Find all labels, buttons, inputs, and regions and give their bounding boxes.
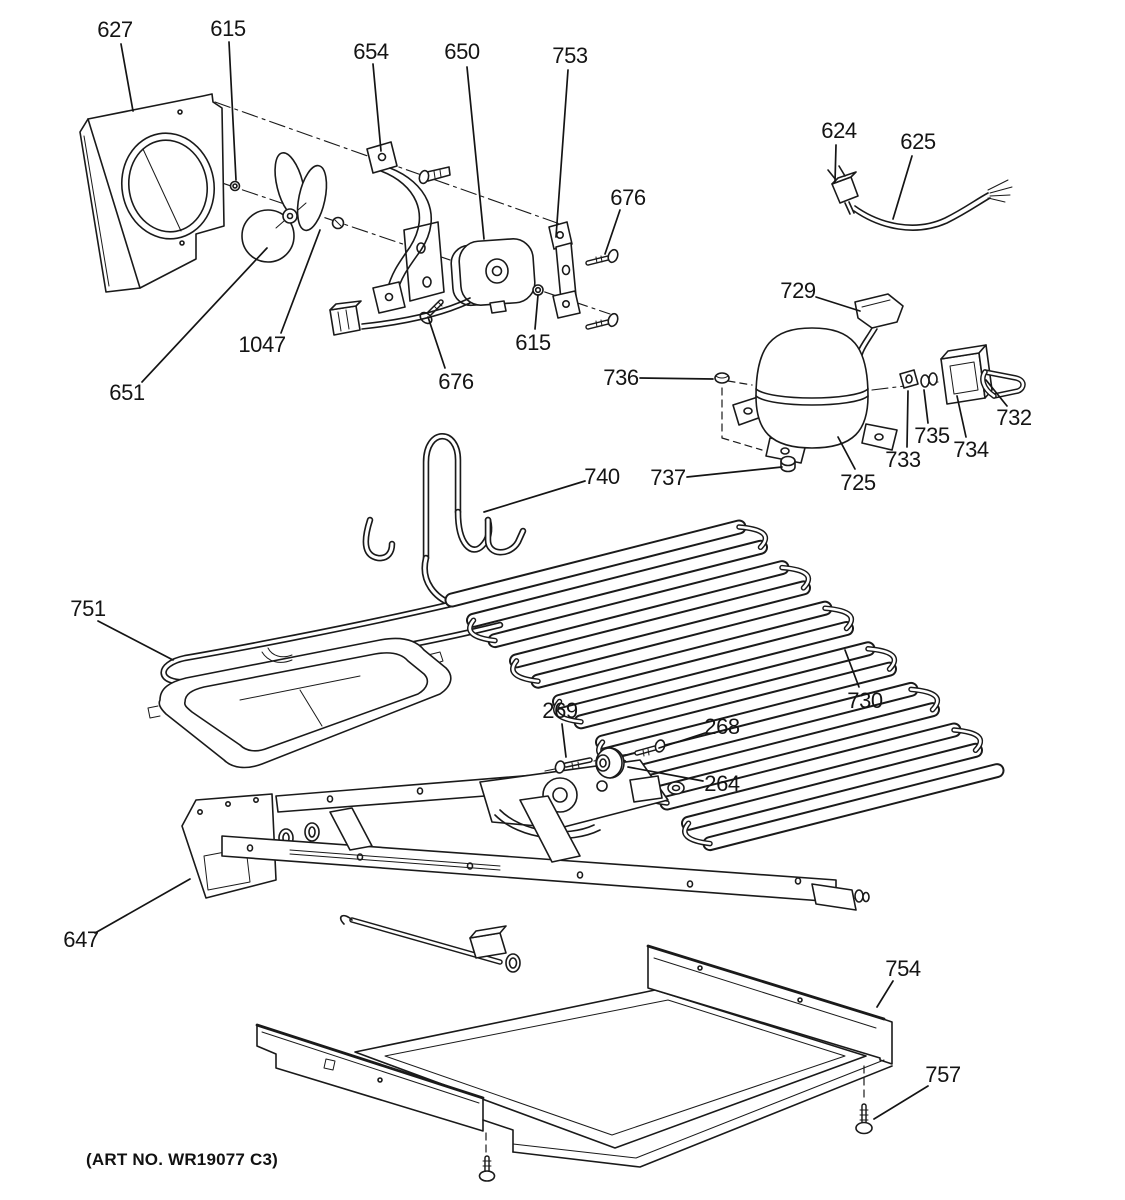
leader-735	[924, 390, 928, 423]
callout-757-screw: 757	[925, 1062, 961, 1087]
callout-615-nut: 615	[515, 330, 551, 355]
callout-627-fan-shroud: 627	[97, 17, 133, 42]
leader-757	[874, 1086, 928, 1119]
callout-732-wire-clip: 732	[996, 405, 1032, 430]
leader-676	[428, 317, 445, 368]
art-number-text: (ART NO. WR19077 C3)	[86, 1150, 278, 1169]
callout-264-roller: 264	[704, 771, 740, 796]
leader-751	[98, 621, 173, 660]
callout-730-condenser-coil: 730	[847, 688, 883, 713]
leader-754	[877, 981, 893, 1007]
motor-strap-654	[367, 142, 450, 313]
callout-676-screw: 676	[610, 185, 646, 210]
callout-268-screw: 268	[704, 714, 740, 739]
callout-751-drain-pan: 751	[70, 596, 106, 621]
leader-627	[121, 44, 133, 111]
grommet-615	[231, 182, 240, 191]
callout-269-screw: 269	[542, 698, 578, 723]
motor-bracket-753	[549, 222, 580, 318]
leader-676	[605, 210, 620, 254]
callout-734-relay: 734	[953, 437, 989, 462]
grommet-736	[715, 373, 729, 383]
bottom-pan-754	[257, 946, 892, 1167]
leader-615	[229, 42, 236, 180]
compressor-725	[722, 328, 897, 463]
callout-651-fan-blade: 651	[109, 380, 145, 405]
callout-735-spacer: 735	[914, 423, 950, 448]
leader-647	[95, 879, 190, 933]
callout-650-fan-motor: 650	[444, 39, 480, 64]
callout-647-compressor-frame: 647	[63, 927, 99, 952]
callout-624-wire-connector: 624	[821, 118, 857, 143]
nut-615	[533, 285, 543, 295]
callout-753-motor-bracket: 753	[552, 43, 588, 68]
leader-625	[893, 156, 912, 219]
fan-shroud	[80, 94, 224, 292]
tube-loop-740	[164, 436, 523, 682]
callout-615-grommet: 615	[210, 16, 246, 41]
wire-harness-624-625	[828, 166, 1012, 230]
callout-1047-retainer-clip: 1047	[238, 332, 286, 357]
leader-733	[907, 391, 908, 447]
fan-blade	[242, 150, 332, 262]
callout-654-motor-mount-strap: 654	[353, 39, 389, 64]
callout-676-screw: 676	[438, 369, 474, 394]
leader-654	[373, 64, 381, 151]
frame-647	[182, 760, 869, 972]
leader-615	[535, 295, 538, 329]
leader-624	[835, 145, 836, 182]
callout-725-compressor: 725	[840, 470, 876, 495]
callout-740-tube-loop: 740	[584, 464, 620, 489]
leader-740	[484, 481, 585, 512]
callout-733-washer: 733	[885, 447, 921, 472]
callout-736-grommet: 736	[603, 365, 639, 390]
leader-650	[467, 67, 484, 239]
leader-729	[816, 297, 860, 311]
retainer-clip-1047	[333, 218, 344, 229]
leader-736	[640, 378, 713, 379]
leader-269	[562, 724, 566, 757]
grommet-737	[781, 457, 795, 472]
callout-737-compressor-grommet: 737	[650, 465, 686, 490]
callout-625-wire-harness: 625	[900, 129, 936, 154]
callout-754-bottom-pan: 754	[885, 956, 921, 981]
callout-729-thermostat: 729	[780, 278, 816, 303]
leader-753	[556, 70, 568, 237]
leader-737	[687, 467, 782, 477]
overload-relay-parts	[900, 345, 1023, 404]
